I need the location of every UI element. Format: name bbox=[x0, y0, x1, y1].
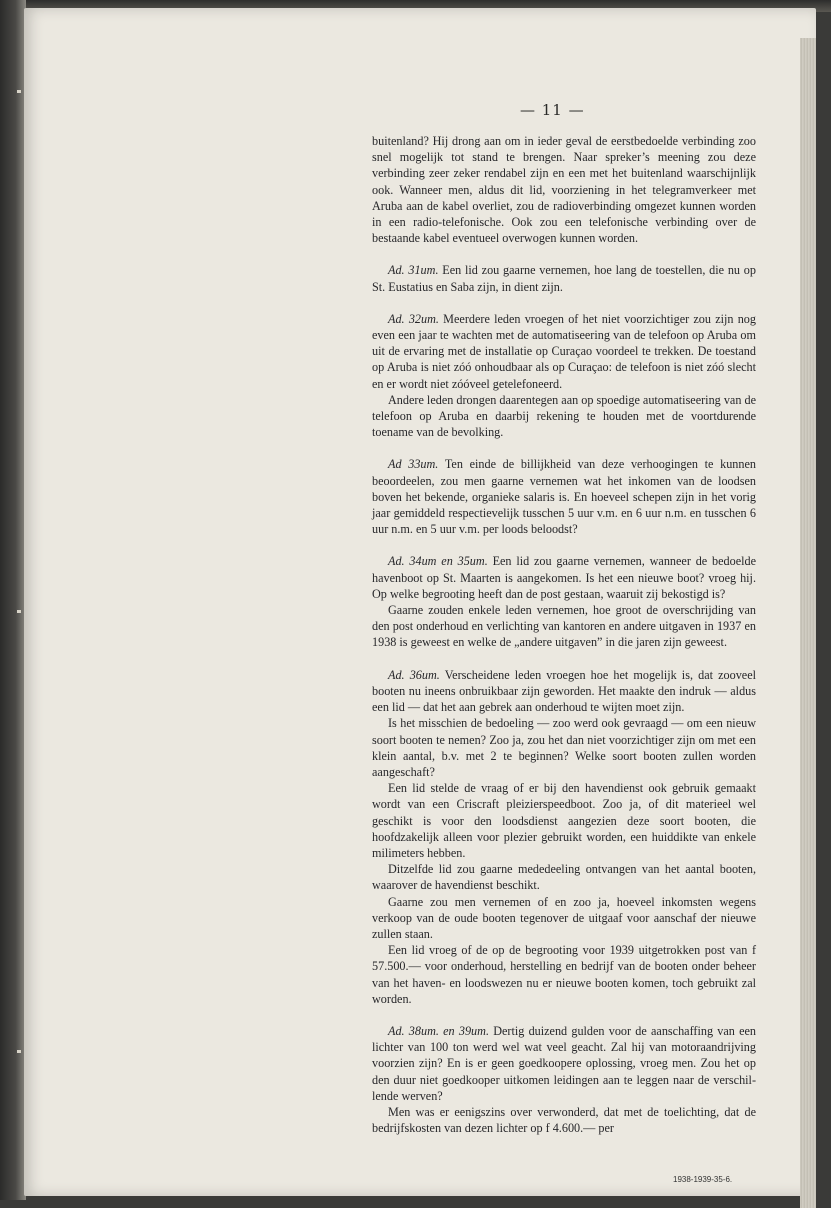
binding-mark bbox=[17, 90, 21, 93]
paragraph bbox=[372, 1104, 756, 1136]
paragraph-ad-31 bbox=[372, 262, 756, 294]
paragraph-ad-32 bbox=[372, 311, 756, 392]
paragraph-text: Men was er eenigszins over verwonderd, dat met de toelichting, dat de bedrijfskosten van dezen lichter op f 4.600.— per bbox=[372, 1104, 756, 1136]
paragraph bbox=[372, 715, 756, 780]
paragraph bbox=[372, 780, 756, 861]
paragraph-text: Een lid zou gaarne vernemen, hoe lang de toestellen, die nu op St. Eustatius en Saba zijn, in dient zijn. bbox=[372, 263, 756, 294]
paragraph-text: buitenland? Hij drong aan om in ieder geval de eerstbedoelde verbinding zoo snel mogelijk tot stand te brengen. Naar spreker’s meening zou deze verbinding zeer zeker rendabel zijn en een met het buitenland waarschijnlijk ook. Wanneer men, aldus dit lid, voorziening in het telegramverkeer met Aruba aan de kabel overliet, zou de radioverbinding omgezet kunnen worden in een radio-telefonische. Ook zou een telefonische verbinding over de bestaande kabel eventueel overwogen kunnen worden. bbox=[372, 134, 756, 246]
paragraph-text: Een lid stelde de vraag of er bij den havendienst ook gebruik gemaakt wordt van een Criscraft pleizierspeedboot. Zoo ja, of dit materieel wel geschikt is voor den loodsdienst aangezien deze soort booten, die hoofdzakelijk alleen voor plezier gebruikt worden, een huiddikte van enkele milimeters hebben. bbox=[372, 781, 756, 860]
paragraph-text: Een lid vroeg of de op de begrooting voor 1939 uitgetrokken post van f 57.500.— voor onderhoud, herstelling en bedrijf van de booten onder beheer van het haven- en loodswezen nu er nieuwe booten komen, toch gebruikt zal worden. bbox=[372, 943, 756, 1006]
article-reference: Ad 33um. bbox=[388, 457, 439, 472]
paragraph-text: Ditzelfde lid zou gaarne mededeeling ontvangen van het aantal booten, waarover de havendienst beschikt. bbox=[372, 862, 756, 893]
paragraph-text: Is het misschien de bedoeling — zoo werd ook gevraagd — om een nieuw soort booten te nemen? Zoo ja, zou het dan niet voorzichtiger zijn om met een klein aantal, b.v. met 2 te beginnen? Welke soort booten zullen worden aangeschaft? bbox=[372, 716, 756, 779]
paragraph bbox=[372, 392, 756, 441]
paragraph bbox=[372, 602, 756, 651]
paragraph-ad-36 bbox=[372, 667, 756, 716]
paragraph-text: Een lid zou gaarne vernemen, wanneer de bedoelde havenboot op St. Maarten is aangekomen. Is het een nieuwe boot? vroeg hij. Op welke begrooting heeft dan de post gestaan, waaruit zij bekostigd is? bbox=[372, 554, 756, 601]
paragraph bbox=[372, 942, 756, 1007]
paragraph-text: Ten einde de billijkheid van deze verhoogingen te kunnen beoordeelen, zou men gaarne vernemen wat het inkomen van de loodsen boven het bekende, organieke salaris is. En hoeveel schepen zijn in het vorig jaar gemiddeld respectievelijk tusschen 5 uur v.m. en 6 uur n.m. en tusschen 6 uur n.m. en 5 uur v.m. per loods beloodst? bbox=[372, 457, 756, 537]
article-reference: Ad. 31um. bbox=[388, 263, 439, 278]
paragraph-text: Verscheidene leden vroegen hoe het mogelijk is, dat zooveel booten nu ineens onbruikbaar zijn geworden. Het maakte den indruk — aldus een lid — dat het aan gebrek aan onderhoud te wijten moet zijn. bbox=[372, 667, 756, 715]
binding-mark bbox=[17, 1050, 21, 1053]
paragraph-text: Andere leden drongen daarentegen aan op spoedige automatiseering van de telefoon op Aruba en daarbij rekening te houden met de voortdurende toename van de bevolking. bbox=[372, 392, 756, 440]
paragraph bbox=[372, 133, 756, 246]
binding-mark bbox=[17, 610, 21, 613]
paragraph-ad-33 bbox=[372, 456, 756, 537]
paragraph-text: Dertig duizend gulden voor de aanschaffing van een lichter van 100 ton werd wel wat veel geacht. Zal hij van motoraandrijving voorzien zijn? En is er geen goedkoopere oplossing, vroeg men. Zou het op den duur niet goedkooper uitkomen leidingen aan te leggen naar de verschillende werven? bbox=[372, 1023, 756, 1103]
paragraph-text: Meerdere leden vroegen of het niet voorzichtiger zou zijn nog even een jaar te wachten met de automatiseering van de telefoon op Aruba om uit de ervaring met de installatie op Curaçao voordeel te trekken. De toestand op Aruba is niet zóó onhoudbaar als op Curaçao: de telefoon is niet zóó slecht en er wordt niet zóóveel getelefoneerd. bbox=[372, 311, 756, 391]
paragraph-text: Gaarne zouden enkele leden vernemen, hoe groot de overschrijding van den post onderhoud en verlichting van kantoren en andere uitgaven in 1937 en 1938 is geweest en welke de „andere uitgaven” in die jaren zijn geweest. bbox=[372, 603, 756, 650]
paragraph-ad-34-35 bbox=[372, 553, 756, 602]
footer-document-code: 1938-1939-35-6. bbox=[673, 1175, 733, 1184]
article-reference: Ad. 34um en 35um. bbox=[388, 554, 488, 569]
paragraph bbox=[372, 861, 756, 893]
paragraph bbox=[372, 894, 756, 943]
article-reference: Ad. 36um. bbox=[388, 667, 440, 682]
page-number: — 11 — bbox=[520, 101, 585, 119]
body-text-column bbox=[372, 133, 756, 1136]
paragraph-ad-38-39 bbox=[372, 1023, 756, 1104]
article-reference: Ad. 38um. en 39um. bbox=[388, 1023, 489, 1038]
paragraph-text: Gaarne zou men vernemen of en zoo ja, hoeveel inkomsten wegens verkoop van de oude booten tegenover de uitgaaf voor aanschaf der nieuwe zullen staan. bbox=[372, 894, 756, 941]
article-reference: Ad. 32um. bbox=[388, 311, 439, 326]
scan-border-left bbox=[0, 0, 26, 1200]
page-edge-stack bbox=[800, 38, 816, 1208]
